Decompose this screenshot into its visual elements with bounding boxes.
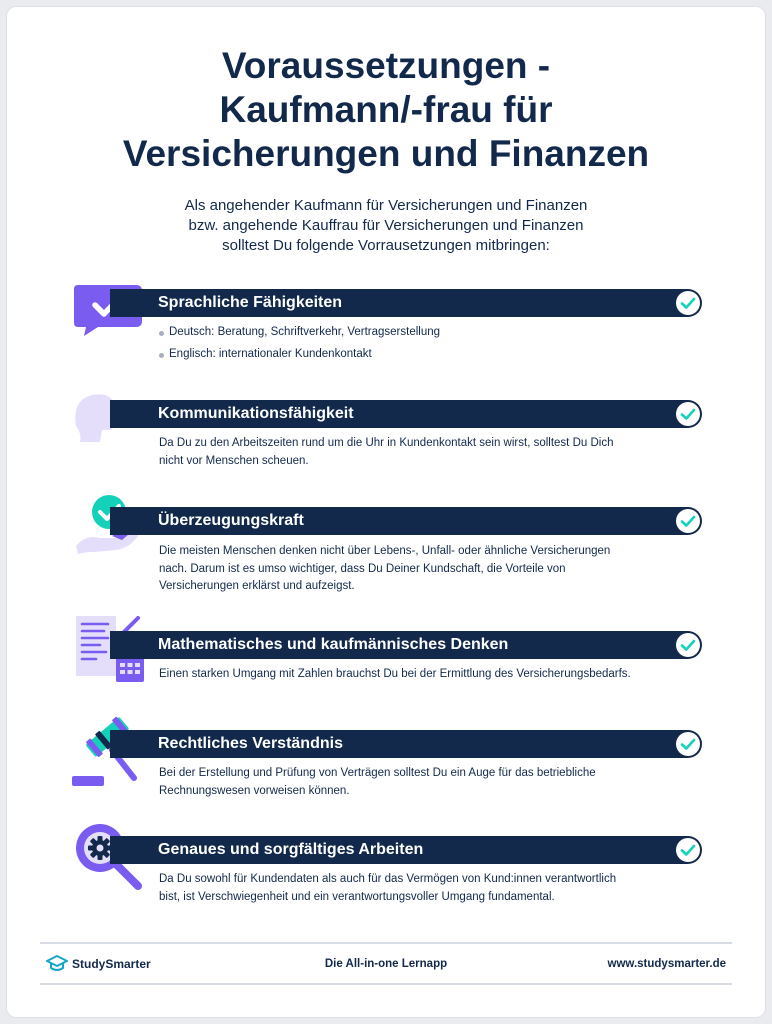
brand-name: StudySmarter: [72, 957, 151, 971]
section-description: [159, 543, 699, 596]
title-line-2: Kaufmann/-frau für: [219, 89, 553, 130]
intro-line-3: solltest Du folgende Vorrausetzungen mitbringen:: [222, 237, 550, 254]
section-bar-ueberzeugungskraft: [110, 507, 702, 535]
description-line: nicht vor Menschen scheuen.: [159, 454, 309, 467]
footer-divider-bottom: [40, 983, 732, 985]
section-bar-kommunikationsfaehigkeit: [110, 400, 702, 428]
check-circle-icon: [675, 508, 701, 534]
check-circle-icon: [675, 632, 701, 658]
section-title: Sprachliche Fähigkeiten: [158, 294, 343, 311]
section-bar-rechtliches-verstaendnis: [110, 730, 702, 758]
section-description: [159, 765, 699, 800]
section-bar-mathematisches-denken: [110, 631, 702, 659]
title-line-1: Voraussetzungen -: [221, 45, 551, 86]
footer-tagline: Die All-in-one Lernapp: [324, 958, 448, 970]
section-description: [159, 871, 699, 906]
description-line: Die meisten Menschen denken nicht über Lebens-, Unfall- oder ähnliche Versicherungen: [159, 545, 611, 557]
section-bar-sprachliche-faehigkeiten: [110, 289, 702, 317]
section-bar-genaues-arbeiten: [110, 836, 702, 864]
description-line: Da Du sowohl für Kundendaten als auch für das Vermögen von Kund:innen verantwortlich: [159, 873, 617, 885]
title-line-3: Versicherungen und Finanzen: [122, 133, 650, 174]
bullet-item: Englisch: internationaler Kundenkontakt: [159, 346, 699, 364]
section-title: Überzeugungskraft: [158, 512, 304, 529]
page-title: [0, 44, 772, 176]
description-line: Versicherungen erklärst und aufzeigst.: [159, 580, 355, 592]
bullet-item: Deutsch: Beratung, Schriftverkehr, Vertragserstellung: [159, 324, 699, 342]
footer-url[interactable]: www.studysmarter.de: [607, 958, 726, 970]
section-title: Kommunikationsfähigkeit: [158, 405, 354, 422]
check-circle-icon: [675, 731, 701, 757]
description-line: Da Du zu den Arbeitszeiten rund um die Uhr in Kundenkontakt sein wirst, solltest Du Dich: [159, 437, 614, 449]
check-circle-icon: [675, 401, 701, 427]
footer: [40, 955, 732, 977]
section-description: [159, 324, 699, 363]
section-description: [159, 435, 699, 470]
intro-text: [0, 196, 772, 256]
check-circle-icon: [675, 837, 701, 863]
description-line: Einen starken Umgang mit Zahlen brauchst Du bei der Ermittlung des Versicherungsbedarfs.: [159, 668, 631, 680]
section-description: [159, 666, 699, 684]
description-line: bist, ist Verschwiegenheit und ein verantwortungsvoller Umgang fundamental.: [159, 890, 555, 903]
description-line: nach. Darum ist es umso wichtiger, dass Du Deiner Kundschaft, die Vorteile von: [159, 562, 566, 575]
section-title: Mathematisches und kaufmännisches Denken: [158, 636, 509, 653]
description-line: Rechnungswesen vorweisen können.: [159, 784, 350, 797]
section-title: Rechtliches Verständnis: [158, 735, 343, 752]
footer-divider-top: [40, 942, 732, 944]
check-circle-icon: [675, 290, 701, 316]
section-title: Genaues und sorgfältiges Arbeiten: [158, 841, 424, 858]
intro-line-1: Als angehender Kaufmann für Versicherungen und Finanzen: [184, 197, 588, 214]
description-line: Bei der Erstellung und Prüfung von Verträgen solltest Du ein Auge für das betriebliche: [159, 767, 596, 779]
intro-line-2: bzw. angehende Kauffrau für Versicherungen und Finanzen: [188, 217, 584, 234]
